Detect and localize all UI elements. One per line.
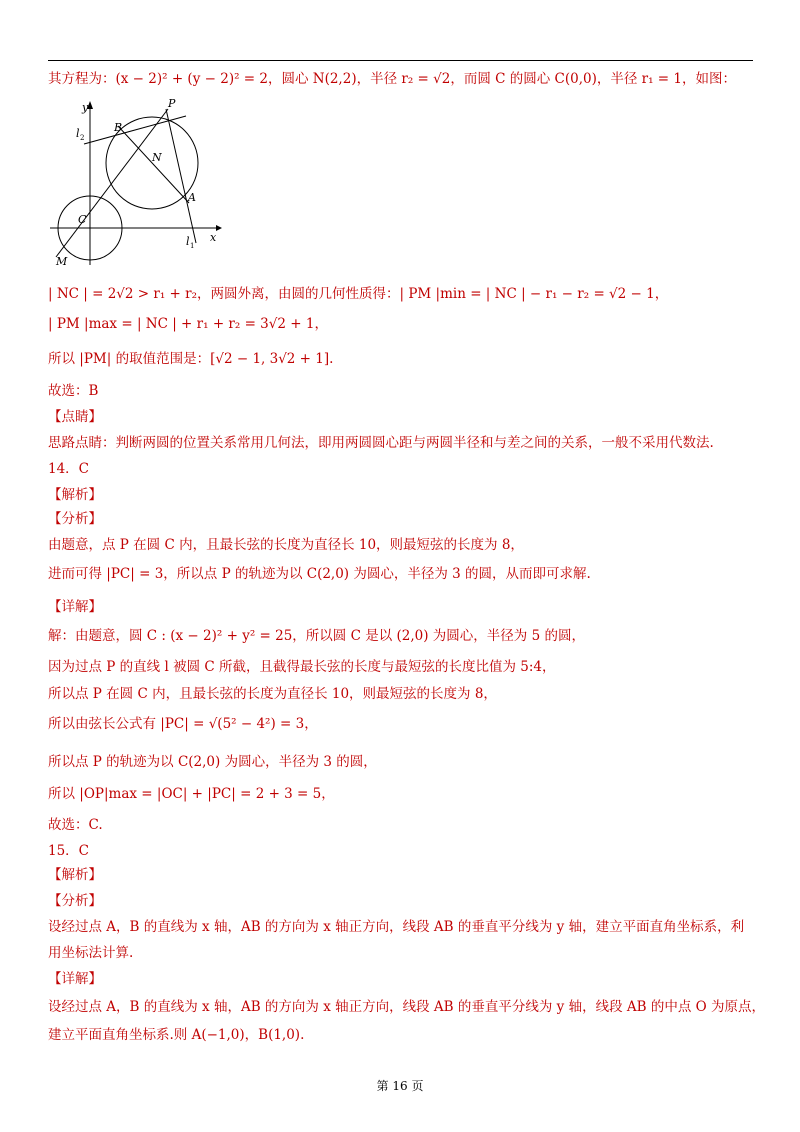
section-tag: 【详解】 <box>48 971 102 987</box>
section-tag: 【点睛】 <box>48 409 102 425</box>
label-l2: l <box>76 127 80 140</box>
text-line: 其方程为：(x − 2)² + (y − 2)² = 2，圆心 N(2,2)，半径 r₂ = √2，而圆 C 的圆心 C(0,0)，半径 r₁ = 1，如图： <box>48 71 736 87</box>
label-y: y <box>82 101 89 114</box>
text-line: 所以点 P 的轨迹为以 C(2,0) 为圆心，半径为 3 的圆， <box>48 754 377 770</box>
text-line: | NC | = 2√2 > r₁ + r₂，两圆外离，由圆的几何性质得：| PM |min = | NC | − r₁ − r₂ = √2 − 1， <box>48 286 669 302</box>
text-line: 由题意，点 P 在圆 C 内，且最长弦的长度为直径长 10，则最短弦的长度为 8， <box>48 537 524 553</box>
label-m: M <box>56 255 68 268</box>
section-tag: 【详解】 <box>48 599 102 615</box>
section-tag: 【分析】 <box>48 511 102 527</box>
text-line: 用坐标法计算. <box>48 945 134 961</box>
text-line: 设经过点 A，B 的直线为 x 轴，AB 的方向为 x 轴正方向，线段 AB 的垂直平分线为 y 轴，线段 AB 的中点 O 为原点， <box>48 999 765 1015</box>
text-line: 因为过点 P 的直线 l 被圆 C 所截，且截得最长弦的长度与最短弦的长度比值为 5:4， <box>48 659 556 675</box>
text-line: 故选：B <box>48 383 99 399</box>
text-line: 建立平面直角坐标系.则 A(−1,0)，B(1,0). <box>48 1027 305 1043</box>
label-a: A <box>188 191 196 204</box>
text-line: 解：由题意，圆 C : (x − 2)² + y² = 25，所以圆 C 是以 (2,0) 为圆心，半径为 5 的圆， <box>48 628 585 644</box>
label-n: N <box>152 151 162 164</box>
text-line: 所以 |OP|max = |OC| + |PC| = 2 + 3 = 5， <box>48 786 335 802</box>
header-rule <box>48 60 753 61</box>
question-number: 15．C <box>48 843 90 859</box>
label-b: B <box>114 121 123 134</box>
text-line: 所以 |PM| 的取值范围是：[√2 − 1, 3√2 + 1]. <box>48 351 334 367</box>
label-l2-sub: 2 <box>80 134 85 142</box>
text-line: 进而可得 |PC| = 3，所以点 P 的轨迹为以 C(2,0) 为圆心，半径为 3 的圆，从而即可求解. <box>48 566 591 582</box>
label-c: C <box>78 213 87 226</box>
section-tag: 【解析】 <box>48 487 102 503</box>
text-line: 思路点睛：判断两圆的位置关系常用几何法，即用两圆圆心距与两圆半径和与差之间的关系，一般不采用代数法. <box>48 435 714 451</box>
text-line: | PM |max = | NC | + r₁ + r₂ = 3√2 + 1， <box>48 316 328 332</box>
section-tag: 【解析】 <box>48 867 102 883</box>
label-l1-sub: 1 <box>190 242 195 250</box>
line-l1 <box>166 109 196 243</box>
label-l1: l <box>186 235 190 248</box>
text-line: 设经过点 A，B 的直线为 x 轴，AB 的方向为 x 轴正方向，线段 AB 的垂直平分线为 y 轴，建立平面直角坐标系，利 <box>48 919 745 935</box>
x-axis-arrow <box>216 225 222 231</box>
text-line: 所以由弦长公式有 |PC| = √(5² − 4²) = 3， <box>48 716 318 732</box>
text-line: 故选：C. <box>48 817 103 833</box>
section-tag: 【分析】 <box>48 893 102 909</box>
text-line: 所以点 P 在圆 C 内，且最长弦的长度为直径长 10，则最短弦的长度为 8， <box>48 686 497 702</box>
geometry-figure <box>48 95 228 270</box>
label-x: x <box>210 231 217 244</box>
question-number: 14．C <box>48 461 90 477</box>
page-footer: 第 16 页 <box>376 1079 424 1093</box>
label-p: P <box>168 97 176 110</box>
line-mp <box>56 109 168 257</box>
